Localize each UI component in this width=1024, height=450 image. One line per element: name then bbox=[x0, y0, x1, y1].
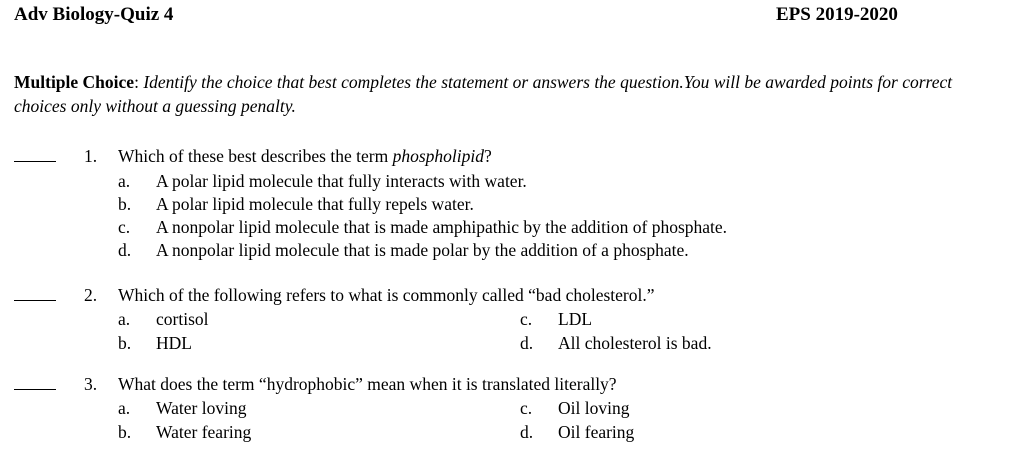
choice-text: A polar lipid molecule that fully interacts with water. bbox=[156, 171, 527, 191]
school-year: EPS 2019-2020 bbox=[776, 4, 898, 25]
choice-letter: b. bbox=[118, 333, 132, 353]
instructions-colon: : bbox=[134, 72, 139, 92]
question-number: 3. bbox=[84, 374, 98, 394]
question-3 bbox=[0, 374, 1024, 444]
instructions-text: Identify the choice that best completes the statement or answers the question.You will be awarded points for correct choices only without a guessing penalty. bbox=[14, 72, 953, 116]
choice-text: Water fearing bbox=[156, 422, 252, 442]
choice-text: HDL bbox=[156, 333, 192, 353]
quiz-header bbox=[14, 4, 1024, 34]
question-term: phospholipid bbox=[392, 146, 484, 166]
answer-blank[interactable] bbox=[14, 300, 56, 301]
choice-text: LDL bbox=[558, 309, 593, 329]
answer-blank[interactable] bbox=[14, 161, 56, 162]
choice-letter: d. bbox=[520, 333, 534, 353]
question-1 bbox=[0, 146, 1024, 262]
choice-letter: c. bbox=[520, 398, 533, 418]
choice-letter: d. bbox=[118, 240, 132, 260]
choice-text: A nonpolar lipid molecule that is made polar by the addition of a phosphate. bbox=[156, 240, 689, 260]
choice-text: A nonpolar lipid molecule that is made amphipathic by the addition of phosphate. bbox=[156, 217, 728, 237]
choice-letter: c. bbox=[520, 309, 533, 329]
quiz-title: Adv Biology-Quiz 4 bbox=[14, 4, 174, 25]
question-number: 1. bbox=[84, 146, 98, 166]
choice-letter: a. bbox=[118, 309, 131, 329]
instructions-heading: Multiple Choice bbox=[14, 72, 135, 92]
choice-text: cortisol bbox=[156, 309, 209, 329]
choice-text: A polar lipid molecule that fully repels water. bbox=[156, 194, 474, 214]
question-number: 2. bbox=[84, 285, 98, 305]
question-text bbox=[118, 146, 492, 167]
choice-letter: c. bbox=[118, 217, 131, 237]
question-2 bbox=[0, 285, 1024, 355]
question-text-end: ? bbox=[483, 146, 492, 166]
instructions bbox=[14, 70, 1004, 118]
question-text: What does the term “hydrophobic” mean when it is translated literally? bbox=[118, 374, 617, 394]
choice-text: All cholesterol is bad. bbox=[558, 333, 712, 353]
question-text-start: Which of these best describes the term bbox=[118, 146, 393, 166]
choice-letter: d. bbox=[520, 422, 534, 442]
question-text: Which of the following refers to what is commonly called “bad cholesterol.” bbox=[118, 285, 655, 305]
choice-text: Oil loving bbox=[558, 398, 630, 418]
answer-blank[interactable] bbox=[14, 389, 56, 390]
choice-letter: a. bbox=[118, 398, 131, 418]
choice-text: Oil fearing bbox=[558, 422, 635, 442]
choice-letter: b. bbox=[118, 194, 132, 214]
choice-letter: a. bbox=[118, 171, 131, 191]
choice-text: Water loving bbox=[156, 398, 247, 418]
choice-letter: b. bbox=[118, 422, 132, 442]
